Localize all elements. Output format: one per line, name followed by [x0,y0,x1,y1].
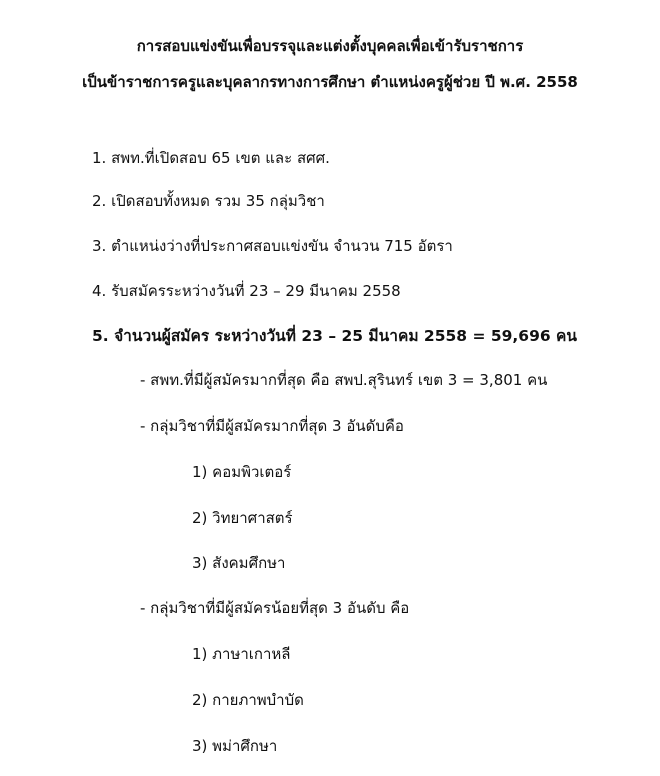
most-subject-3: 3) สังคมศึกษา [192,554,286,572]
most-subjects-heading: - กลุ่มวิชาที่มีผู้สมัครมากที่สุด 3 อันดับคือ [140,417,404,435]
heading-line-2: เป็นข้าราชการครูและบุคลากรทางการศึกษา ตำแหน่งครูผู้ช่วย ปี พ.ศ. 2558 [82,73,578,91]
item-3: 3. ตำแหน่งว่างที่ประกาศสอบแข่งขัน จำนวน 715 อัตรา [92,237,453,255]
item-2: 2. เปิดสอบทั้งหมด รวม 35 กลุ่มวิชา [92,192,325,210]
item-5: 5. จำนวนผู้สมัคร ระหว่างวันที่ 23 – 25 มีนาคม 2558 = 59,696 คน [92,327,578,345]
least-subjects-heading: - กลุ่มวิชาที่มีผู้สมัครน้อยที่สุด 3 อันดับ คือ [140,599,410,617]
most-applicants-area: - สพท.ที่มีผู้สมัครมากที่สุด คือ สพป.สุรินทร์ เขต 3 = 3,801 คน [140,371,548,389]
item-4: 4. รับสมัครระหว่างวันที่ 23 – 29 มีนาคม 2558 [92,282,401,300]
most-subject-1: 1) คอมพิวเตอร์ [192,463,292,481]
item-1: 1. สพท.ที่เปิดสอบ 65 เขต และ สศศ. [92,149,330,167]
heading-line-1: การสอบแข่งขันเพื่อบรรจุและแต่งตั้งบุคคลเพื่อเข้ารับราชการ [136,37,524,55]
least-subject-3: 3) พม่าศึกษา [192,737,278,755]
most-subject-2: 2) วิทยาศาสตร์ [192,509,293,527]
least-subject-1: 1) ภาษาเกาหลี [192,645,291,663]
least-subject-2: 2) กายภาพบำบัด [192,691,304,709]
